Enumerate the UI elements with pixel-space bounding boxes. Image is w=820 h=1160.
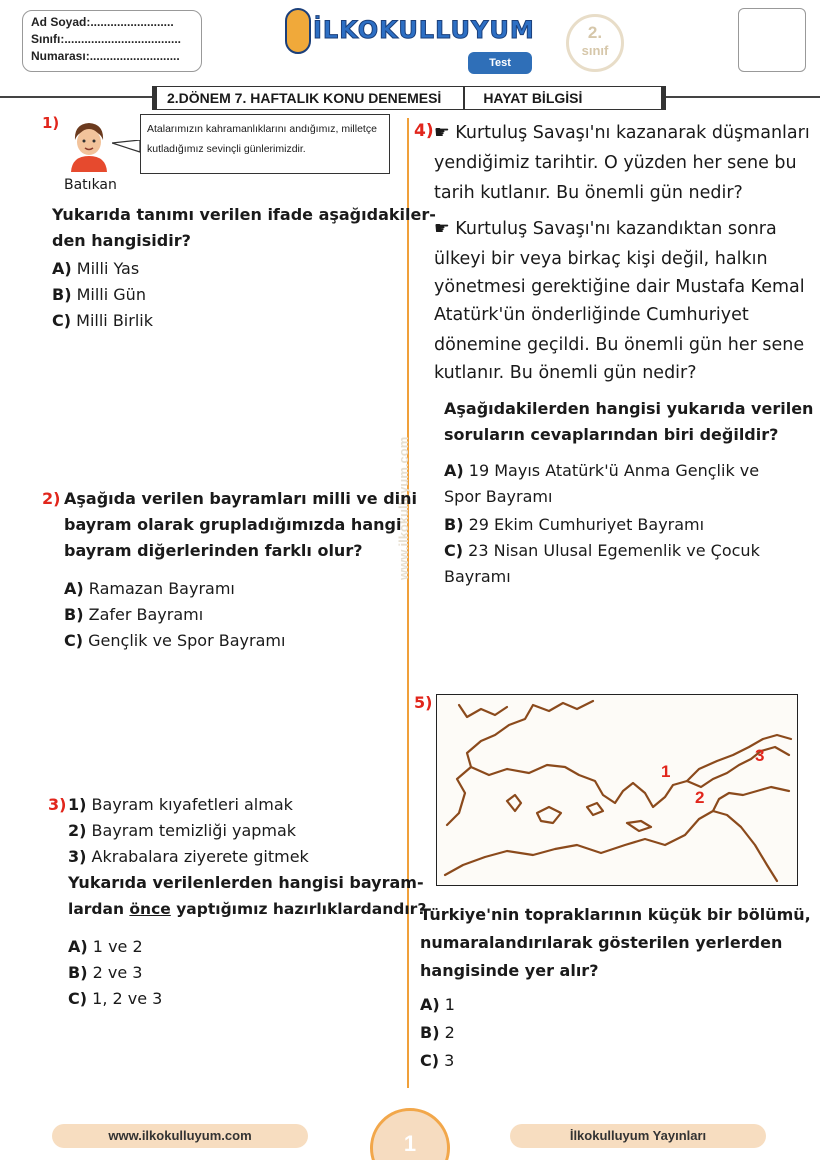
q4-para1-line1 — [434, 118, 810, 148]
q1-stem-line2: den hangisidir? — [52, 231, 191, 250]
brand-logo — [285, 8, 535, 56]
q4-para2-line2: ülkeyi bir veya birkaç kişi değil, halkın — [434, 249, 768, 269]
q4-stem-line2: soruların cevaplarından biri değildir? — [444, 425, 779, 444]
column-divider — [407, 118, 409, 1088]
q1-number: 1) — [42, 114, 60, 132]
grade-badge — [566, 14, 624, 72]
header-rule-right — [666, 96, 820, 98]
pencil-mascot-icon — [285, 8, 311, 54]
option-label: A) — [64, 579, 84, 598]
q4-para2-line4: Atatürk'ün önderliğinde Cumhuriyet — [434, 305, 749, 325]
boy-avatar-icon — [66, 118, 112, 172]
q5-option-c[interactable] — [420, 1048, 454, 1074]
subject-title: HAYAT BİLGİSİ — [483, 90, 583, 106]
q2-option-c[interactable] — [64, 628, 285, 654]
q5-option-a[interactable] — [420, 992, 455, 1018]
number-field-label: Numarası:........................... — [31, 49, 180, 63]
logo-text: İLKOKULLUYUM — [313, 16, 535, 44]
exam-header-bar — [152, 86, 666, 110]
option-label: C) — [444, 541, 464, 560]
q2-stem-line3: bayram diğerlerinden farklı olur? — [64, 541, 363, 560]
q4-para2-line5: dönemine geçildi. Bu önemli gün her sene — [434, 335, 805, 355]
q3-option-c[interactable] — [68, 986, 162, 1012]
option-text: Gençlik ve Spor Bayramı — [88, 631, 286, 650]
q3-stem-pre: lardan — [68, 900, 130, 918]
q1-speech-bubble: Atalarımızın kahramanlıklarını andığımız, milletçe kutladığımız sevinçli günlerimizdir. — [140, 114, 390, 174]
q4-para1-line2: yendiğimiz tarihtir. O yüzden her sene bu — [434, 153, 797, 173]
exam-title: 2.DÖNEM 7. HAFTALIK KONU DENEMESİ — [167, 90, 442, 106]
map-label-1: 1 — [661, 762, 671, 781]
item-label: 1) — [68, 795, 87, 814]
q4-para1-line1-text: Kurtuluş Savaşı'nı kazanarak düşmanları — [455, 123, 810, 143]
q3-item-2 — [68, 818, 296, 844]
header-separator — [463, 86, 465, 110]
map-label-2: 2 — [695, 788, 705, 807]
option-text: 23 Nisan Ulusal Egemenlik ve Çocuk — [468, 541, 760, 560]
map-outline — [437, 695, 796, 884]
q1-speaker-name: Batıkan — [64, 177, 117, 193]
option-label: C) — [52, 311, 72, 330]
q3-stem-underlined: önce — [129, 900, 171, 918]
footer-website: www.ilkokulluyum.com — [52, 1124, 308, 1148]
option-text: 1, 2 ve 3 — [92, 989, 163, 1008]
option-text: 2 — [444, 1023, 455, 1042]
q4-para2-line1-text: Kurtuluş Savaşı'nı kazandıktan sonra — [455, 219, 777, 239]
q1-option-a[interactable] — [52, 256, 139, 282]
option-text: 1 ve 2 — [92, 937, 143, 956]
option-text: Milli Birlik — [76, 311, 153, 330]
option-text: Ramazan Bayramı — [88, 579, 235, 598]
class-field-label: Sınıfı:................................... — [31, 32, 182, 46]
q5-stem-line3: hangisinde yer alır? — [420, 961, 599, 980]
option-text: 29 Ekim Cumhuriyet Bayramı — [468, 515, 705, 534]
q4-para1-line3: tarih kutlanır. Bu önemli gün nedir? — [434, 183, 743, 203]
q1-option-c[interactable] — [52, 308, 153, 334]
option-text: Zafer Bayramı — [88, 605, 204, 624]
test-badge: Test — [468, 52, 532, 74]
pointing-hand-icon: ☛ — [434, 123, 450, 143]
item-label: 3) — [68, 847, 87, 866]
item-label: 2) — [68, 821, 87, 840]
watermark-text: www.ilkokulluyum.com — [396, 436, 411, 580]
option-text: 1 — [444, 995, 455, 1014]
q5-number: 5) — [414, 693, 433, 712]
q2-option-a[interactable] — [64, 576, 235, 602]
pointing-hand-icon: ☛ — [434, 219, 450, 239]
q2-option-b[interactable] — [64, 602, 203, 628]
q5-option-b[interactable] — [420, 1020, 455, 1046]
q4-para2-line1 — [434, 214, 777, 244]
q4-option-b[interactable] — [444, 512, 704, 538]
option-label: A) — [420, 995, 440, 1014]
q2-number: 2) — [42, 489, 61, 508]
option-label: A) — [444, 461, 464, 480]
q5-stem-line1: Türkiye'nin topraklarının küçük bir bölümü, — [420, 905, 811, 924]
option-label: C) — [68, 989, 88, 1008]
q3-stem-line2 — [68, 896, 426, 922]
q3-stem-post: yaptığımız hazırlıklardandır? — [170, 900, 427, 918]
q4-stem-line1: Aşağıdakilerden hangisi yukarıda verilen — [444, 399, 814, 418]
q3-item-1 — [68, 792, 293, 818]
option-label: C) — [64, 631, 84, 650]
grade-number: 2. — [587, 23, 603, 42]
footer-publisher: İlkokulluyum Yayınları — [510, 1124, 766, 1148]
option-label: C) — [420, 1051, 440, 1070]
header-rule-left — [0, 96, 152, 98]
name-field-label: Ad Soyad:......................... — [31, 15, 174, 29]
option-text: 2 ve 3 — [92, 963, 143, 982]
item-text: Bayram temizliği yapmak — [91, 821, 297, 840]
q3-option-a[interactable] — [68, 934, 143, 960]
option-label: B) — [444, 515, 464, 534]
map-label-3: 3 — [755, 746, 765, 765]
q4-option-c-cont: Bayramı — [444, 567, 511, 586]
q3-number: 3) — [48, 795, 67, 814]
student-info-box — [22, 10, 202, 72]
option-text: Milli Gün — [76, 285, 146, 304]
option-text: 3 — [444, 1051, 455, 1070]
item-text: Bayram kıyafetleri almak — [91, 795, 293, 814]
option-text: 19 Mayıs Atatürk'ü Anma Gençlik ve — [468, 461, 760, 480]
q3-option-b[interactable] — [68, 960, 142, 986]
q3-stem-line1: Yukarıda verilenlerden hangisi bayram- — [68, 873, 424, 892]
q2-stem-line1: Aşağıda verilen bayramları milli ve dini — [64, 489, 418, 508]
option-text: Milli Yas — [76, 259, 140, 278]
item-text: Akrabalara ziyerete gitmek — [91, 847, 309, 866]
q5-stem-line2: numaralandırılarak gösterilen yerlerden — [420, 933, 783, 952]
option-label: B) — [68, 963, 88, 982]
q4-option-a-cont: Spor Bayramı — [444, 487, 553, 506]
score-box — [738, 8, 806, 72]
option-label: B) — [420, 1023, 440, 1042]
q4-option-c[interactable] — [444, 538, 760, 564]
q2-stem-line2: bayram olarak grupladığımızda hangi — [64, 515, 402, 534]
q4-para2-line3: yönetmesi gerektiğine dair Mustafa Kemal — [434, 277, 805, 297]
option-label: B) — [52, 285, 72, 304]
grade-word: sınıf — [581, 43, 609, 58]
speech-tail — [112, 140, 142, 154]
q4-option-a[interactable] — [444, 458, 759, 484]
option-label: B) — [64, 605, 84, 624]
q1-option-b[interactable] — [52, 282, 146, 308]
q3-item-3 — [68, 844, 309, 870]
option-label: A) — [52, 259, 72, 278]
mediterranean-map — [436, 694, 798, 886]
q4-para2-line6: kutlanır. Bu önemli gün nedir? — [434, 363, 697, 383]
q1-stem-line1: Yukarıda tanımı verilen ifade aşağıdakiler- — [52, 205, 436, 224]
option-label: A) — [68, 937, 88, 956]
q4-number: 4) — [414, 121, 434, 141]
page-number: 1 — [370, 1108, 450, 1160]
